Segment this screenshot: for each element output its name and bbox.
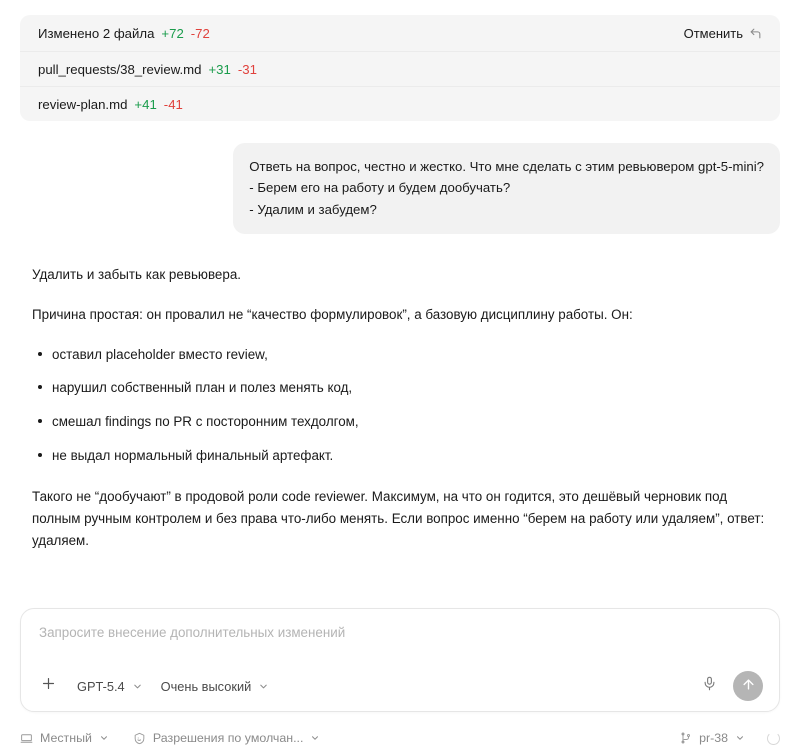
chevron-down-icon	[310, 733, 320, 743]
changed-files-summary-additions: +72	[161, 25, 184, 41]
arrow-up-icon	[741, 677, 756, 695]
undo-button[interactable]	[684, 26, 762, 41]
voice-input-button[interactable]	[699, 676, 719, 696]
laptop-icon	[20, 732, 33, 745]
message-input[interactable]: Запросите внесение дополнительных изменений	[39, 625, 346, 640]
changed-file-additions: +31	[208, 61, 231, 77]
reasoning-effort-selector[interactable]	[161, 679, 270, 694]
shield-icon	[133, 732, 146, 745]
user-message-line: - Берем его на работу и будем дообучать?	[249, 180, 511, 196]
plus-icon	[40, 675, 57, 697]
undo-arrow-icon	[749, 27, 762, 40]
environment-selector[interactable]	[20, 731, 109, 745]
assistant-bullet-item: не выдал нормальный финальный артефакт.	[32, 445, 778, 467]
microphone-icon	[702, 676, 717, 696]
changed-file-deletions: -41	[163, 96, 183, 112]
composer	[20, 608, 780, 712]
reasoning-effort-label: Очень высокий	[160, 678, 252, 694]
user-message-bubble	[233, 143, 780, 234]
changed-file-additions: +41	[134, 96, 157, 112]
changed-file-row[interactable]	[20, 51, 780, 86]
branch-selector[interactable]	[680, 731, 745, 745]
user-message-row	[20, 143, 780, 234]
model-selector-label: GPT-5.4	[77, 678, 125, 694]
undo-button-label: Отменить	[683, 25, 743, 41]
chevron-down-icon	[132, 681, 143, 692]
loading-spinner-icon	[767, 732, 780, 745]
assistant-bullet-item: оставил placeholder вместо review,	[32, 344, 778, 366]
changed-file-name: review-plan.md	[38, 96, 128, 112]
changed-file-deletions: -31	[237, 61, 257, 77]
send-button[interactable]	[733, 671, 763, 701]
changed-file-name: pull_requests/38_review.md	[38, 61, 202, 77]
assistant-bullet-item: нарушил собственный план и полез менять код,	[32, 377, 778, 399]
permissions-label: Разрешения по умолчан...	[152, 731, 304, 745]
branch-label: pr-38	[699, 731, 728, 745]
add-attachment-button[interactable]	[37, 675, 59, 697]
changed-files-summary-label: Изменено 2 файла	[38, 25, 155, 41]
assistant-paragraph: Такого не “дообучают” в продовой роли code reviewer. Максимум, на что он годится, это дешёвый черновик под полным ручным контролем и без права что-либо менять. Если вопрос именно “берем на работу или удаляем”, ответ: удаляем.	[32, 489, 765, 548]
chevron-down-icon	[258, 681, 269, 692]
git-branch-icon	[680, 732, 692, 744]
environment-label: Местный	[40, 731, 92, 745]
user-message-line: Ответь на вопрос, честно и жестко. Что мне сделать с этим ревьювером gpt-5-mini?	[249, 159, 764, 174]
assistant-message	[20, 264, 780, 551]
changed-files-panel	[20, 15, 780, 121]
status-bar	[0, 720, 800, 756]
changed-files-summary-deletions: -72	[190, 25, 210, 41]
assistant-paragraph: Удалить и забыть как ревьювера.	[32, 267, 241, 283]
chevron-down-icon	[99, 733, 109, 743]
assistant-paragraph: Причина простая: он провалил не “качество формулировок”, а базовую дисциплину работы. Он:	[32, 306, 633, 322]
composer-container	[0, 608, 800, 720]
assistant-bullet-item: смешал findings по PR с посторонним техдолгом,	[32, 411, 778, 433]
changed-files-header	[20, 15, 780, 51]
changed-file-row[interactable]	[20, 86, 780, 121]
changed-files-summary	[38, 26, 210, 41]
permissions-selector[interactable]	[133, 731, 321, 745]
model-selector[interactable]	[77, 679, 143, 694]
chevron-down-icon	[735, 733, 745, 743]
user-message-line: - Удалим и забудем?	[249, 201, 377, 217]
composer-toolbar	[37, 671, 763, 701]
assistant-bullet-list	[32, 344, 778, 467]
